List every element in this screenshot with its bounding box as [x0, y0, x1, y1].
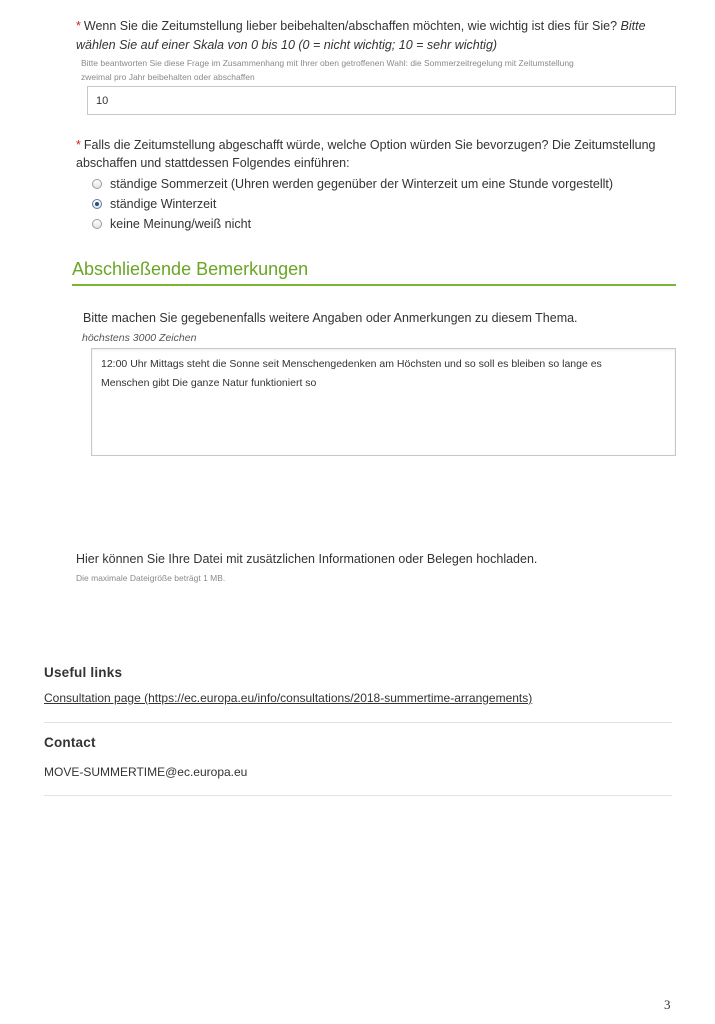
radio-button-selected[interactable] [92, 199, 102, 209]
remarks-text-line2: Menschen gibt Die ganze Natur funktioniert so [101, 377, 317, 389]
option-label: keine Meinung/weiß nicht [110, 217, 252, 231]
contact-heading: Contact [44, 735, 96, 750]
upload-prompt: Hier können Sie Ihre Datei mit zusätzlichen Informationen oder Belegen hochladen. [76, 552, 538, 566]
page-number: 3 [664, 997, 671, 1012]
upload-max-size: Die maximale Dateigröße beträgt 1 MB. [76, 573, 226, 583]
radio-button[interactable] [92, 219, 102, 229]
footer-divider [44, 795, 672, 796]
q2-line1: Falls die Zeitumstellung abgeschafft würde, welche Option würden Sie bevorzugen? Die Zeitumstellung [83, 138, 656, 152]
consultation-page-link[interactable]: Consultation page (https://ec.europa.eu/info/consultations/2018-summertime-arrangements) [44, 691, 533, 705]
q1-help-line1: Bitte beantworten Sie diese Frage im Zusammenhang mit Ihrer oben getroffenen Wahl: die Sommerzeitregelung mit Zeitumstellung [81, 58, 574, 68]
q2-line2: abschaffen und stattdessen Folgendes einführen: [76, 156, 350, 170]
q1-instruction: wählen Sie auf einer Skala von 0 bis 10 (0 = nicht wichtig; 10 = sehr wichtig) [76, 38, 498, 52]
q1-text: Wenn Sie die Zeitumstellung lieber beibehalten/abschaffen möchten, wie wichtig ist dies für Sie? [83, 19, 618, 33]
required-marker: * [76, 138, 81, 152]
q1-question [76, 17, 676, 35]
q2-options [92, 174, 613, 234]
useful-links-heading: Useful links [44, 665, 123, 680]
q2-question [76, 136, 696, 154]
remarks-textarea[interactable] [91, 348, 676, 456]
option-permanent-wintertime[interactable] [92, 194, 613, 214]
q1-help-line2: zweimal pro Jahr beibehalten oder abschaffen [81, 72, 255, 82]
importance-input[interactable] [87, 86, 676, 115]
section-divider [72, 284, 676, 286]
section-title: Abschließende Bemerkungen [72, 259, 309, 279]
contact-email: MOVE-SUMMERTIME@ec.europa.eu [44, 765, 248, 779]
footer-divider [44, 722, 672, 723]
remarks-prompt: Bitte machen Sie gegebenenfalls weitere Angaben oder Anmerkungen zu diesem Thema. [83, 311, 578, 325]
required-marker: * [76, 19, 81, 33]
option-permanent-summertime[interactable] [92, 174, 613, 194]
radio-button[interactable] [92, 179, 102, 189]
option-no-opinion[interactable] [92, 214, 613, 234]
remarks-char-limit: höchstens 3000 Zeichen [82, 332, 197, 344]
remarks-text-line1: 12:00 Uhr Mittags steht die Sonne seit Menschengedenken am Höchsten und so soll es bleiben so lange es [101, 358, 602, 370]
q1-instruction-part1: Bitte [620, 19, 646, 33]
option-label: ständige Winterzeit [110, 197, 217, 211]
importance-input-value: 10 [96, 94, 109, 107]
option-label: ständige Sommerzeit (Uhren werden gegenüber der Winterzeit um eine Stunde vorgestellt) [110, 177, 614, 191]
